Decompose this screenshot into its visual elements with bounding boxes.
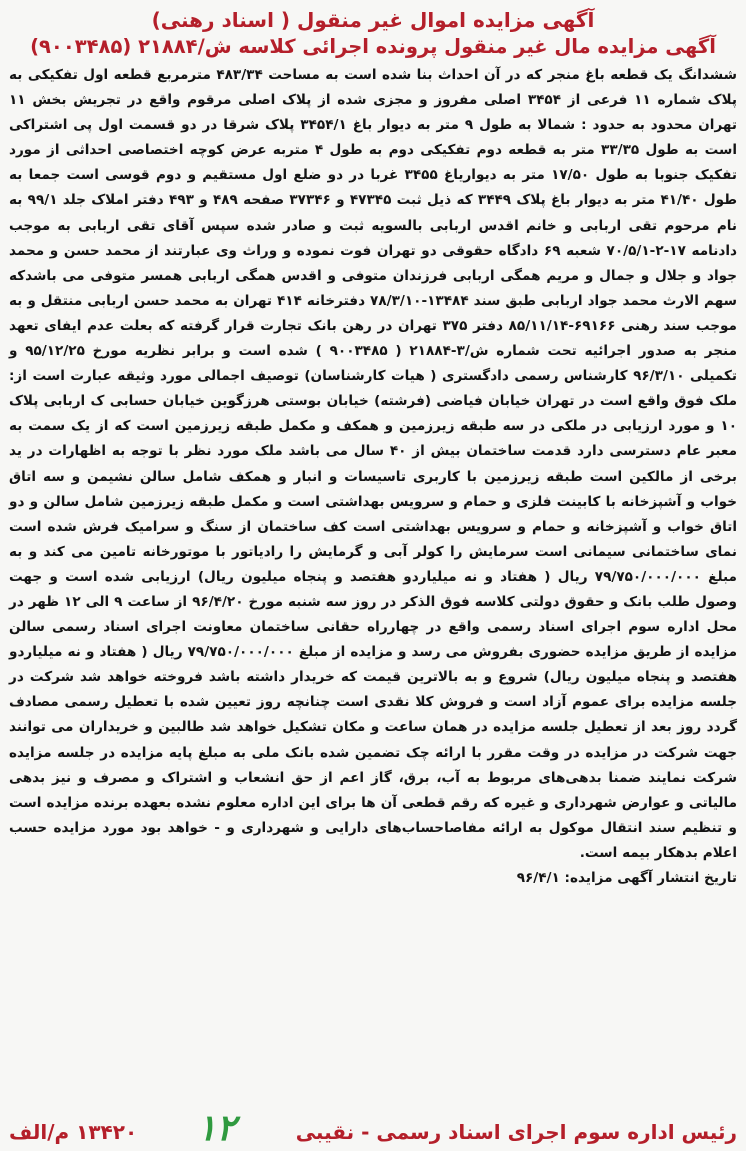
case-subtitle: آگهی مزایده مال غیر منقول پرونده اجرائی کلاسه ش/۲۱۸۸۴ (۹۰۰۳۴۸۵) bbox=[30, 35, 716, 58]
reference-number: ۱۳۴۲۰ م/الف bbox=[9, 1120, 138, 1144]
stamp-number: ۱۲ bbox=[197, 1108, 236, 1149]
publication-date: تاریخ انتشار آگهی مزایده: ۹۶/۴/۱ bbox=[516, 870, 737, 886]
announcement-title: آگهی مزایده اموال غیر منقول ( اسناد رهنی) bbox=[151, 8, 595, 32]
announcement-body: ششدانگ یک قطعه باغ منجر که در آن احداث بنا شده است به مساحت ۴۸۳/۳۴ مترمربع قطعه اول تفکیکی به پلاک شماره ۱۱ فرعی از ۳۴۵۴ اصلی مفروز و مجزی شده از پلاک اصلی مرقوم واقع در تجریش بخش ۱۱ تهران محدود به حدود : شمالا به طول ۹ متر به دیوار باغ ۳۴۵۴/۱ پلاک شرقا در دو قسمت اول پی اشتراکی است به طول ۳۳/۳۵ متر به قطعه دوم تفکیکی دوم به طول ۴ متربه عرض کوچه اختصاصی احداثی از مورد تفکیک جنوبا به طول ۱۷/۵۰ متر به دیواریاغ ۳۴۵۵ غربا در دو ضلع اول مستقیم و دوم قوسی است جمعا به طول ۴۱/۴۰ متر به دیوار باغ پلاک ۳۴۴۹ که ذیل ثبت ۴۷۳۴۵ و ۳۷۳۴۶ صفحه ۴۸۹ و ۴۹۳ دفتر املاک جلد ۹۹/۱ به نام مرحوم تقی اربابی و خانم اقدس اربابی بالسویه ثبت و صادر شده سپس آقای تقی اربابی به موجب دادنامه ۱۷-۲-۷۰/۵/۱ شعبه ۶۹ دادگاه حقوقی دو تهران فوت نموده و وراث وی عبارتند از محمد حسن و محمد جواد و جلال و جمال و مریم همگی اربابی فرزندان متوفی و اقدس همگی اربابی همسر متوفی می باشدکه سهم الارث محمد جواد اربابی طبق سند ۱۳۴۸۴-۷۸/۳/۱۰ دفترخانه ۴۱۴ تهران به محمد حسن اربابی منتقل و به موجب سند رهنی ۶۹۱۶۶-۸۵/۱۱/۱۴ دفتر ۳۷۵ تهران در رهن بانک تجارت قرار گرفته که بعلت عدم ایفای تعهد منجر به صدور اجرائیه تحت شماره ش/۳-۲۱۸۸۴ ( ۹۰۰۳۴۸۵ ) شده است و برابر نظریه مورخ ۹۵/۱۲/۲۵ و تکمیلی ۹۶/۳/۱۰ کارشناس رسمی دادگستری ( هیات کارشناسان) توصیف اجمالی مورد وثیقه عبارت است از: ملک فوق واقع است در تهران خیابان فیاضی (فرشته) خیابان بوستی هرزگوین خیابان حسابی ک اربابی پلاک ۱۰ و مورد ارزیابی در ملکی در سه طبقه زیرزمین و همکف و مکمل طبقه زیرزمین است که از یک سمت به معبر عام دسترسی دارد قدمت ساختمان بیش از ۴۰ سال می باشد ملک مورد نظر با توجه به اظهارات در ید برخی از مالکین است طبقه زیرزمین با کاربری تاسیسات و انبار و همکف شامل سالن نشیمن و سه اتاق خواب و آشپزخانه با کابینت فلزی و حمام و سرویس بهداشتی است و مکمل طبقه زیرزمین شامل سالن و دو اتاق خواب و آشپزخانه و حمام و سرویس بهداشتی است کف ساختمان از سنگ و سرامیک فرش شده است نمای ساختمانی سیمانی است سرمایش را کولر آبی و گرمایش را رادیاتور با موتورخانه تامین می کند و به مبلغ ۷۹/۷۵۰/۰۰۰/۰۰۰ ریال ( هفتاد و نه میلیاردو هفتصد و پنجاه میلیون ریال) ارزیابی شده است و جهت وصول طلب بانک و حقوق دولتی کلاسه فوق الذکر در روز سه شنبه مورخ ۹۶/۴/۲۰ از ساعت ۹ الی ۱۲ ظهر در محل اداره سوم اجرای اسناد رسمی واقع در چهارراه حقانی ساختمان معاونت اجرای اسناد رسمی سالن مزایده از طریق مزایده حضوری بفروش می رسد و مزایده از مبلغ ۷۹/۷۵۰/۰۰۰/۰۰۰ ریال ( هفتاد و نه میلیاردو هفتصد و پنجاه میلیون ریال) شروع و به بالاترین قیمت که خریدار داشته باشد فروخته خواهد شد شرکت در جلسه مزایده برای عموم آزاد است و فروش کلا نقدی است چنانچه روز تعیین شده با تعطیل رسمی مصادف گردد روز بعد از تعطیل جلسه مزایده در همان ساعت و مکان تشکیل خواهد شد طالبین و خریداران می توانند جهت شرکت در مزایده در وقت مقرر با ارائه چک تضمین شده بانک ملی به مبلغ پایه مزایده در جلسه مزایده شرکت نمایند ضمنا بدهی‌های مربوط به آب، برق، گاز اعم از حق انشعاب و اشتراک و مصرف و نیز بدهی مالیاتی و عوارض شهرداری و غیره که رقم قطعی آن ها برای این اداره معلوم نشده بعهده برنده مزایده است و تنظیم سند انتقال موکول به ارائه مفاصاحساب‌های دارایی و شهرداری و - خواهد بود مورد مزایده حسب اعلام بدهکار بیمه است. bbox=[9, 67, 738, 861]
official-signature: رئیس اداره سوم اجرای اسناد رسمی - نقیبی bbox=[295, 1120, 737, 1144]
signature-footer bbox=[9, 1107, 737, 1147]
